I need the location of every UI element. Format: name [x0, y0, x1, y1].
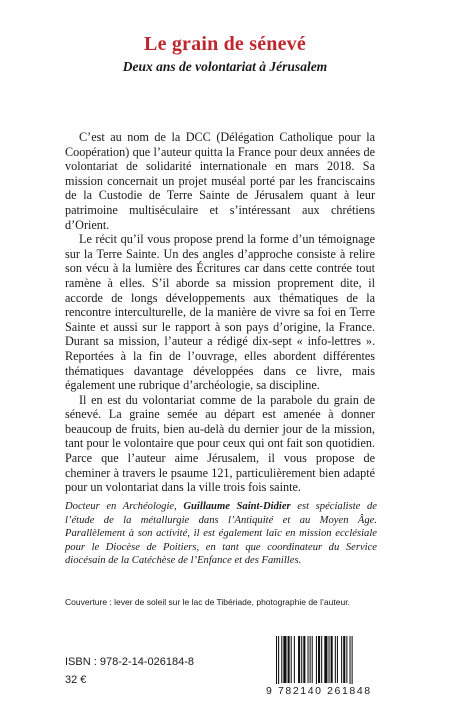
barcode-bar: [335, 636, 336, 683]
price: 32 €: [65, 674, 87, 686]
bio-prefix: Docteur en Archéologie,: [65, 501, 184, 512]
barcode-bar: [278, 636, 279, 688]
barcode-bars: [276, 636, 388, 688]
barcode-bar: [337, 636, 338, 683]
barcode-bar: [346, 636, 347, 683]
barcode-bar: [303, 636, 305, 683]
barcode-bar: [281, 636, 282, 683]
barcode-bar: [350, 636, 351, 688]
barcode-bar: [288, 636, 290, 683]
barcode-bar: [310, 636, 311, 683]
barcode-bar: [341, 636, 342, 683]
isbn: ISBN : 978-2-14-026184-8: [65, 656, 195, 668]
barcode-bar: [352, 636, 353, 688]
barcode-bar: [329, 636, 330, 683]
blurb-paragraph: Le récit qu’il vous propose prend la forme d’un témoignage sur la Terre Sainte. Un des angles d’approche consiste à relire son vécu à la lumière des Écritures car dans cette contrée tout ramène à elles. S’il aborde sa mission proprement dite, il accorde de longs développements aux thématiques de la rencontre interculturelle, de la manière de vivre sa foi en Terre Sainte et aussi sur le rapport à son pays d’origine, la France. Durant sa mission, l’auteur a rédigé dix-sept « info-lettres ». Reportées à la fin de l’ouvrage, elles abordent différentes thématiques davantage développées dans ce livre, mais également une rubrique d’archéologie, sa discipline.: [65, 232, 375, 393]
barcode-bar: [291, 636, 292, 683]
barcode: [266, 636, 396, 698]
author-bio: [65, 500, 377, 568]
barcode-bar: [312, 636, 313, 683]
book-title: Le grain de sénevé: [144, 33, 306, 55]
barcode-number: 9 782140 261848: [266, 684, 396, 697]
bio-text: est spécialiste de l’étude de la métallurgie dans l’Antiquité et au Moyen Âge. Parallèlement à son activité, il est également laïc en mission ecclésiale pour le Diocèse de Poitiers, en tant que coordinateur du Service diocésain de la Catéchèse de l’Enfance et des Familles.: [65, 501, 377, 567]
author-name: Guillaume Saint-Didier: [183, 501, 291, 512]
blurb-paragraph: Il en est du volontariat comme de la parabole du grain de sénevé. La graine semée au départ est amenée à donner beaucoup de fruits, bien au-delà du dernier jour de la mission, tant pour le volontaire que pour ceux qui ont fait son quotidien. Parce que l’auteur aime Jérusalem, il vous propose de cheminer à travers le psaume 121, particulièrement bien adapté pour un volontariat dans la ville trois fois sainte.: [65, 392, 375, 495]
barcode-bar: [301, 636, 302, 683]
barcode-bar: [324, 636, 327, 683]
cover-credit: Couverture : lever de soleil sur le lac de Tibériade, photographie de l’auteur.: [65, 597, 350, 607]
barcode-bar: [321, 636, 322, 683]
barcode-bar: [343, 636, 345, 683]
book-subtitle: Deux ans de volontariat à Jérusalem: [122, 59, 328, 74]
barcode-bar: [294, 636, 295, 683]
barcode-bar: [318, 636, 320, 683]
barcode-bar: [298, 636, 300, 683]
barcode-bar: [331, 636, 333, 683]
barcode-bar: [276, 636, 277, 688]
back-cover-blurb: [65, 130, 375, 495]
barcode-bar: [308, 636, 309, 683]
blurb-paragraph: C’est au nom de la DCC (Délégation Catholique pour la Coopération) que l’auteur quitta la France pour deux années de volontariat de solidarité internationale en mars 2018. Sa mission concernait un projet muséal porté par les franciscains de la Custodie de Terre Sainte de Jérusalem quant à leur patrimoine multiséculaire et s’intéressant aux chrétiens d’Orient.: [65, 130, 375, 232]
barcode-bar: [283, 636, 286, 683]
barcode-bar: [316, 636, 317, 688]
